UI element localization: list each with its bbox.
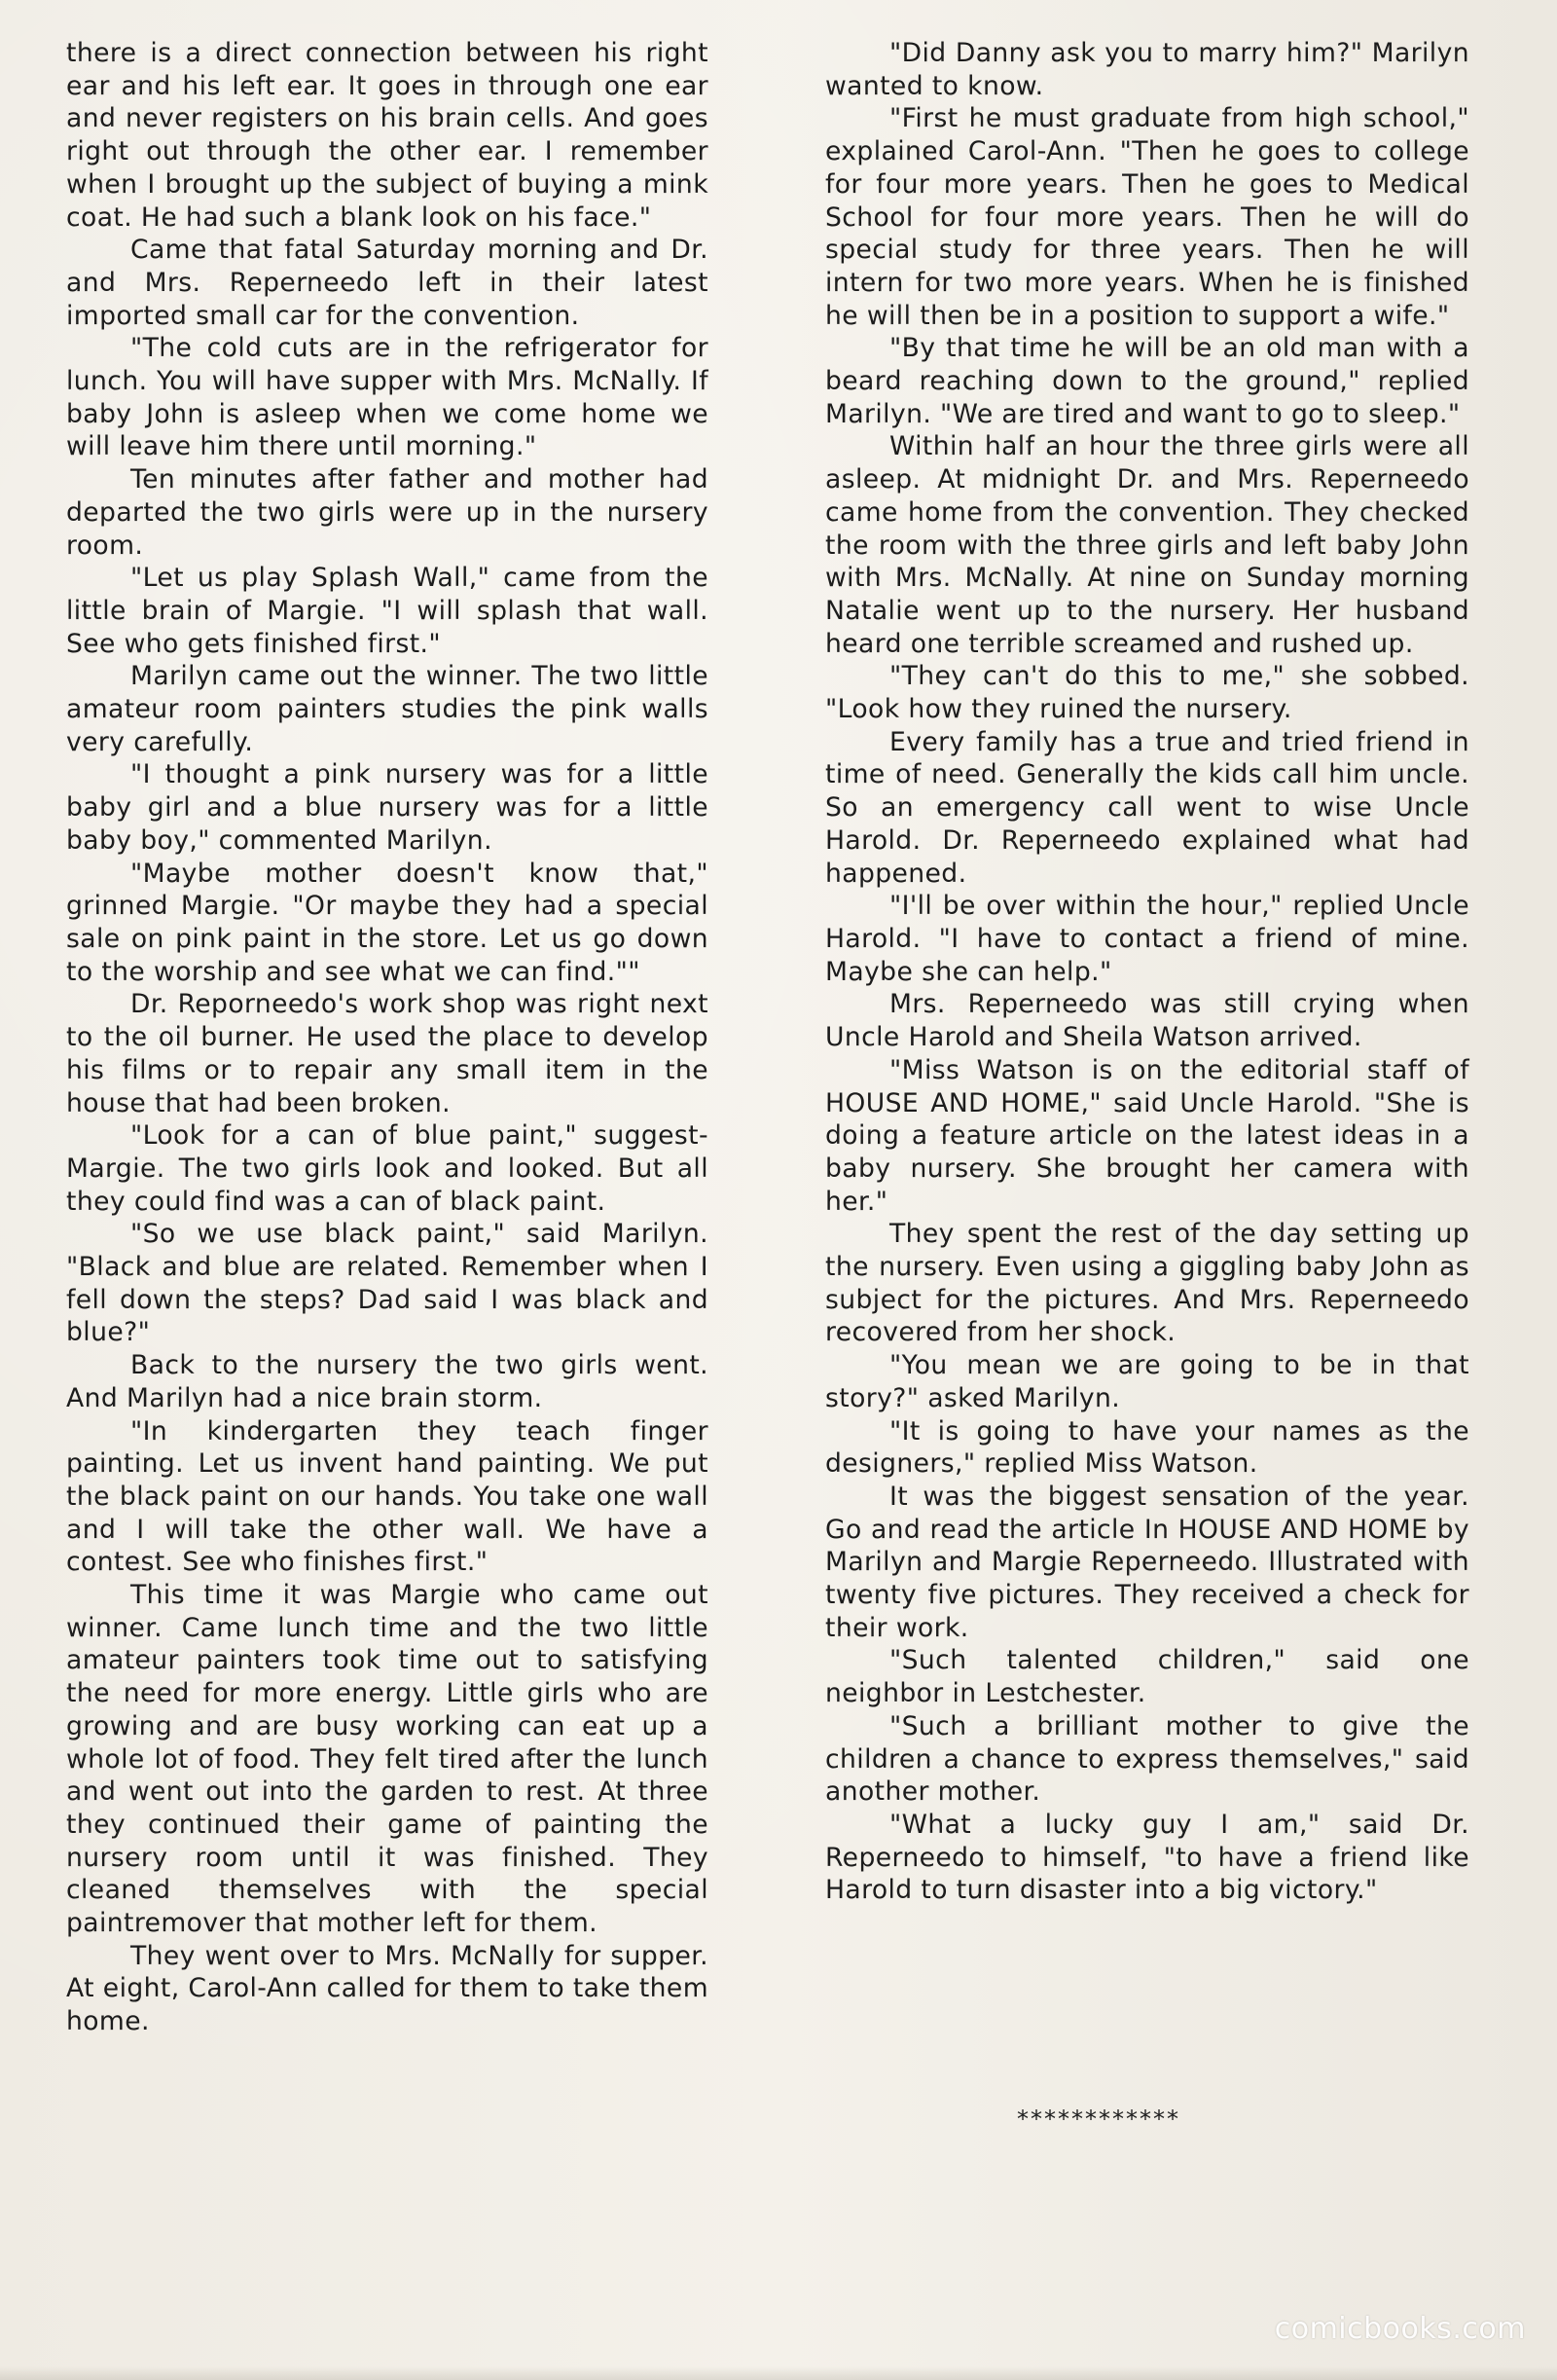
paragraph: there is a direct connection between his right ear and his left ear. It goes in through one ear and never registers on his brain cells. And goes right out through the other ear. I remember when I brought up the subject of buying a mink coat. He had such a blank look on his face."	[66, 38, 708, 233]
paragraph: "Maybe mother doesn't know that," grinned Margie. "Or maybe they had a special sale on pink paint in the store. Let us go down to the worship and see what we can find.""	[66, 858, 708, 987]
end-mark: ************	[1017, 2105, 1180, 2133]
paragraph: "They can't do this to me," she sobbed. "Look how they ruined the nursery.	[825, 661, 1469, 725]
paragraph: "By that time he will be an old man with a beard reaching down to the ground," replied Marilyn. "We are tired and want to go to sleep."	[825, 333, 1469, 429]
paragraph: "Did Danny ask you to marry him?" Marilyn wanted to know.	[825, 38, 1469, 101]
paragraph: They spent the rest of the day setting up the nursery. Even using a giggling baby John as subject for the pictures. And Mrs. Reperneedo recovered from her shock.	[825, 1219, 1469, 1348]
paragraph: Came that fatal Saturday morning and Dr. and Mrs. Reperneedo left in their latest imported small car for the convention.	[66, 235, 708, 331]
paragraph: Marilyn came out the winner. The two little amateur room painters studies the pink walls very carefully.	[66, 661, 708, 757]
paragraph: "Look for a can of blue paint," suggest-Margie. The two girls look and looked. But all they could find was a can of black paint.	[66, 1120, 708, 1217]
paragraph: They went over to Mrs. McNally for supper. At eight, Carol-Ann called for them to take them home.	[66, 1940, 708, 2037]
paragraph: Every family has a true and tried friend in time of need. Generally the kids call him uncle. So an emergency call went to wise Uncle Harold. Dr. Reperneedo explained what had happened.	[825, 726, 1469, 889]
paragraph: "So we use black paint," said Marilyn. "Black and blue are related. Remember when I fell down the steps? Dad said I was black and blue?"	[66, 1219, 708, 1348]
paragraph: "What a lucky guy I am," said Dr. Reperneedo to himself, "to have a friend like Harold to turn disaster into a big victory."	[825, 1809, 1469, 1906]
page-bottom-edge	[0, 2366, 1557, 2380]
paragraph: "I thought a pink nursery was for a little baby girl and a blue nursery was for a little baby boy," commented Marilyn.	[66, 759, 708, 856]
paragraph: Mrs. Reperneedo was still crying when Uncle Harold and Sheila Watson arrived.	[825, 989, 1469, 1053]
paragraph: This time it was Margie who came out winner. Came lunch time and the two little amateur painters took time out to satisfying the need for more energy. Little girls who are growing and are busy working can eat up a whole lot of food. They felt tired after the lunch and went out into the garden to rest. At three they continued their game of painting the nursery room until it was finished. They cleaned themselves with the special paintremover that mother left for them.	[66, 1580, 708, 1939]
paragraph: "It is going to have your names as the designers," replied Miss Watson.	[825, 1415, 1469, 1480]
right-text-column	[825, 37, 1469, 1907]
paragraph: "I'll be over within the hour," replied Uncle Harold. "I have to contact a friend of mine. Maybe she can help."	[825, 891, 1469, 987]
paragraph: "Miss Watson is on the editorial staff of HOUSE AND HOME," said Uncle Harold. "She is doing a feature article on the latest ideas in a baby nursery. She brought her camera with her."	[825, 1054, 1469, 1217]
paragraph: Back to the nursery the two girls went. And Marilyn had a nice brain storm.	[66, 1350, 708, 1413]
paragraph: "The cold cuts are in the refrigerator for lunch. You will have supper with Mrs. McNally. If baby John is asleep when we come home we will leave him there until morning."	[66, 333, 708, 462]
paragraph: It was the biggest sensation of the year. Go and read the article In HOUSE AND HOME by Marilyn and Margie Reperneedo. Illustrated with twenty five pictures. They received a check for their work.	[825, 1481, 1469, 1643]
paragraph: Dr. Reporneedo's work shop was right next to the oil burner. He used the place to develop his films or to repair any small item in the house that had been broken.	[66, 989, 708, 1118]
paragraph: "First he must graduate from high school," explained Carol-Ann. "Then he goes to college for four more years. Then he goes to Medical School for four more years. Then he will do special study for three years. Then he will intern for two more years. When he is finished he will then be in a position to support a wife."	[825, 103, 1469, 331]
paragraph: Ten minutes after father and mother had departed the two girls were up in the nursery room.	[66, 464, 708, 561]
left-text-column	[66, 37, 708, 2038]
paragraph: "You mean we are going to be in that story?" asked Marilyn.	[825, 1350, 1469, 1413]
paragraph: "In kindergarten they teach finger painting. Let us invent hand painting. We put the black paint on our hands. You take one wall and I will take the other wall. We have a contest. See who finishes first."	[66, 1415, 708, 1578]
paragraph: "Such a brilliant mother to give the children a chance to express themselves," said another mother.	[825, 1710, 1469, 1808]
paragraph: "Let us play Splash Wall," came from the little brain of Margie. "I will splash that wall. See who gets finished first."	[66, 563, 708, 659]
paragraph: "Such talented children," said one neighbor in Lestchester.	[825, 1645, 1469, 1709]
watermark: comicbooks.com	[1274, 2312, 1526, 2346]
paragraph: Within half an hour the three girls were all asleep. At midnight Dr. and Mrs. Reperneedo came home from the convention. They checked the room with the three girls and left baby John with Mrs. McNally. At nine on Sunday morning Natalie went up to the nursery. Her husband heard one terrible screamed and rushed up.	[825, 431, 1469, 659]
